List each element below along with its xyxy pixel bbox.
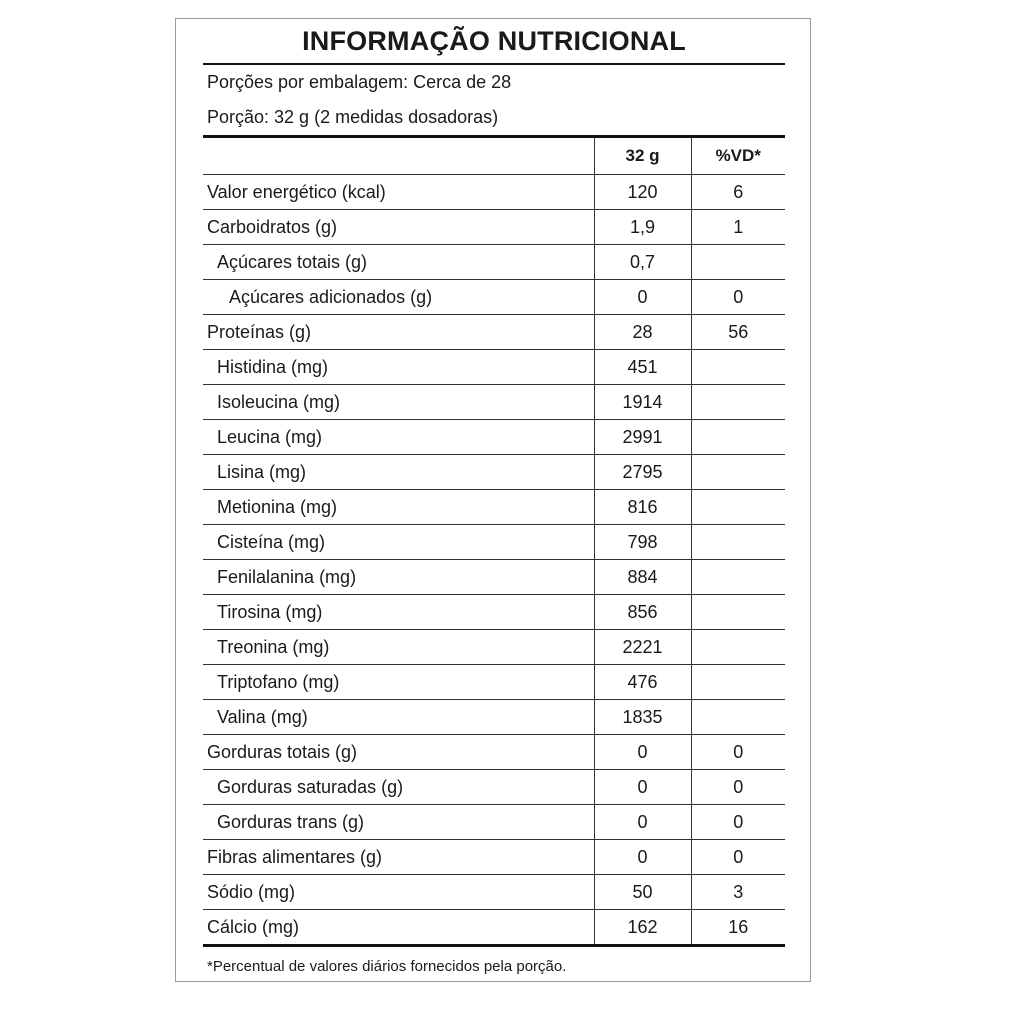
- nutrient-quantity: 476: [594, 665, 691, 700]
- nutrient-name: Histidina (mg): [203, 350, 594, 385]
- nutrition-rows: [203, 175, 785, 946]
- nutrient-daily-value: [691, 560, 785, 595]
- nutrient-name: Gorduras saturadas (g): [203, 770, 594, 805]
- nutrient-name: Triptofano (mg): [203, 665, 594, 700]
- nutrition-table: [203, 138, 785, 947]
- nutrient-quantity: 798: [594, 525, 691, 560]
- nutrient-daily-value: [691, 630, 785, 665]
- nutrient-daily-value: 56: [691, 315, 785, 350]
- nutrient-quantity: 2991: [594, 420, 691, 455]
- nutrient-quantity: 1914: [594, 385, 691, 420]
- table-row: [203, 525, 785, 560]
- nutrient-quantity: 856: [594, 595, 691, 630]
- nutrient-name: Tirosina (mg): [203, 595, 594, 630]
- serving-size: Porção: 32 g (2 medidas dosadoras): [207, 107, 499, 127]
- nutrient-name: Treonina (mg): [203, 630, 594, 665]
- nutrient-daily-value: [691, 490, 785, 525]
- nutrient-quantity: 2221: [594, 630, 691, 665]
- nutrient-quantity: 1835: [594, 700, 691, 735]
- table-row: [203, 735, 785, 770]
- table-row: [203, 385, 785, 420]
- nutrient-quantity: 0: [594, 770, 691, 805]
- nutrient-name: Carboidratos (g): [203, 210, 594, 245]
- nutrient-quantity: 120: [594, 175, 691, 210]
- nutrient-daily-value: 3: [691, 875, 785, 910]
- nutrient-daily-value: 0: [691, 735, 785, 770]
- table-row: [203, 840, 785, 875]
- nutrient-daily-value: 0: [691, 770, 785, 805]
- nutrient-name: Proteínas (g): [203, 315, 594, 350]
- nutrient-quantity: 1,9: [594, 210, 691, 245]
- table-row: [203, 875, 785, 910]
- nutrient-name: Valor energético (kcal): [203, 175, 594, 210]
- table-row: [203, 595, 785, 630]
- nutrient-daily-value: [691, 665, 785, 700]
- nutrient-daily-value: 0: [691, 840, 785, 875]
- header-daily-value: %VD*: [691, 138, 785, 175]
- table-row: [203, 455, 785, 490]
- table-row: [203, 245, 785, 280]
- table-row: [203, 770, 785, 805]
- nutrient-quantity: 0: [594, 735, 691, 770]
- header-quantity: 32 g: [594, 138, 691, 175]
- table-row: [203, 315, 785, 350]
- table-row: [203, 490, 785, 525]
- nutrient-quantity: 0: [594, 805, 691, 840]
- nutrient-daily-value: 6: [691, 175, 785, 210]
- nutrient-name: Açúcares adicionados (g): [203, 280, 594, 315]
- nutrient-name: Metionina (mg): [203, 490, 594, 525]
- table-row: [203, 420, 785, 455]
- nutrient-daily-value: [691, 245, 785, 280]
- nutrient-name: Gorduras totais (g): [203, 735, 594, 770]
- nutrient-daily-value: [691, 420, 785, 455]
- nutrient-daily-value: [691, 525, 785, 560]
- servings-per-package: Porções por embalagem: Cerca de 28: [207, 72, 512, 92]
- nutrient-daily-value: [691, 595, 785, 630]
- nutrient-quantity: 884: [594, 560, 691, 595]
- nutrient-quantity: 50: [594, 875, 691, 910]
- nutrient-daily-value: [691, 455, 785, 490]
- table-row: [203, 630, 785, 665]
- nutrient-name: Lisina (mg): [203, 455, 594, 490]
- nutrient-quantity: 0: [594, 280, 691, 315]
- table-row: [203, 280, 785, 315]
- header-nutrient: [203, 138, 594, 175]
- nutrient-daily-value: 0: [691, 280, 785, 315]
- nutrient-quantity: 451: [594, 350, 691, 385]
- nutrition-label: [175, 18, 811, 982]
- table-row: [203, 665, 785, 700]
- nutrient-name: Sódio (mg): [203, 875, 594, 910]
- table-row: [203, 350, 785, 385]
- table-row: [203, 560, 785, 595]
- table-row: [203, 700, 785, 735]
- nutrient-daily-value: [691, 385, 785, 420]
- table-row: [203, 805, 785, 840]
- nutrient-daily-value: [691, 350, 785, 385]
- nutrient-quantity: 162: [594, 910, 691, 946]
- table-row: [203, 910, 785, 946]
- nutrient-quantity: 2795: [594, 455, 691, 490]
- nutrient-quantity: 0,7: [594, 245, 691, 280]
- nutrient-daily-value: 0: [691, 805, 785, 840]
- nutrient-name: Valina (mg): [203, 700, 594, 735]
- label-title: INFORMAÇÃO NUTRICIONAL: [203, 19, 785, 65]
- nutrient-daily-value: [691, 700, 785, 735]
- table-row: [203, 210, 785, 245]
- nutrient-name: Açúcares totais (g): [203, 245, 594, 280]
- nutrient-quantity: 28: [594, 315, 691, 350]
- nutrient-name: Leucina (mg): [203, 420, 594, 455]
- nutrient-daily-value: 16: [691, 910, 785, 946]
- nutrient-name: Cisteína (mg): [203, 525, 594, 560]
- nutrient-daily-value: 1: [691, 210, 785, 245]
- nutrient-name: Cálcio (mg): [203, 910, 594, 946]
- nutrient-name: Gorduras trans (g): [203, 805, 594, 840]
- footnote: *Percentual de valores diários fornecidos pela porção.: [207, 958, 567, 975]
- nutrient-quantity: 0: [594, 840, 691, 875]
- nutrient-quantity: 816: [594, 490, 691, 525]
- nutrient-name: Isoleucina (mg): [203, 385, 594, 420]
- nutrition-label-content: [203, 19, 785, 987]
- table-header-row: [203, 138, 785, 175]
- table-row: [203, 175, 785, 210]
- nutrient-name: Fenilalanina (mg): [203, 560, 594, 595]
- nutrient-name: Fibras alimentares (g): [203, 840, 594, 875]
